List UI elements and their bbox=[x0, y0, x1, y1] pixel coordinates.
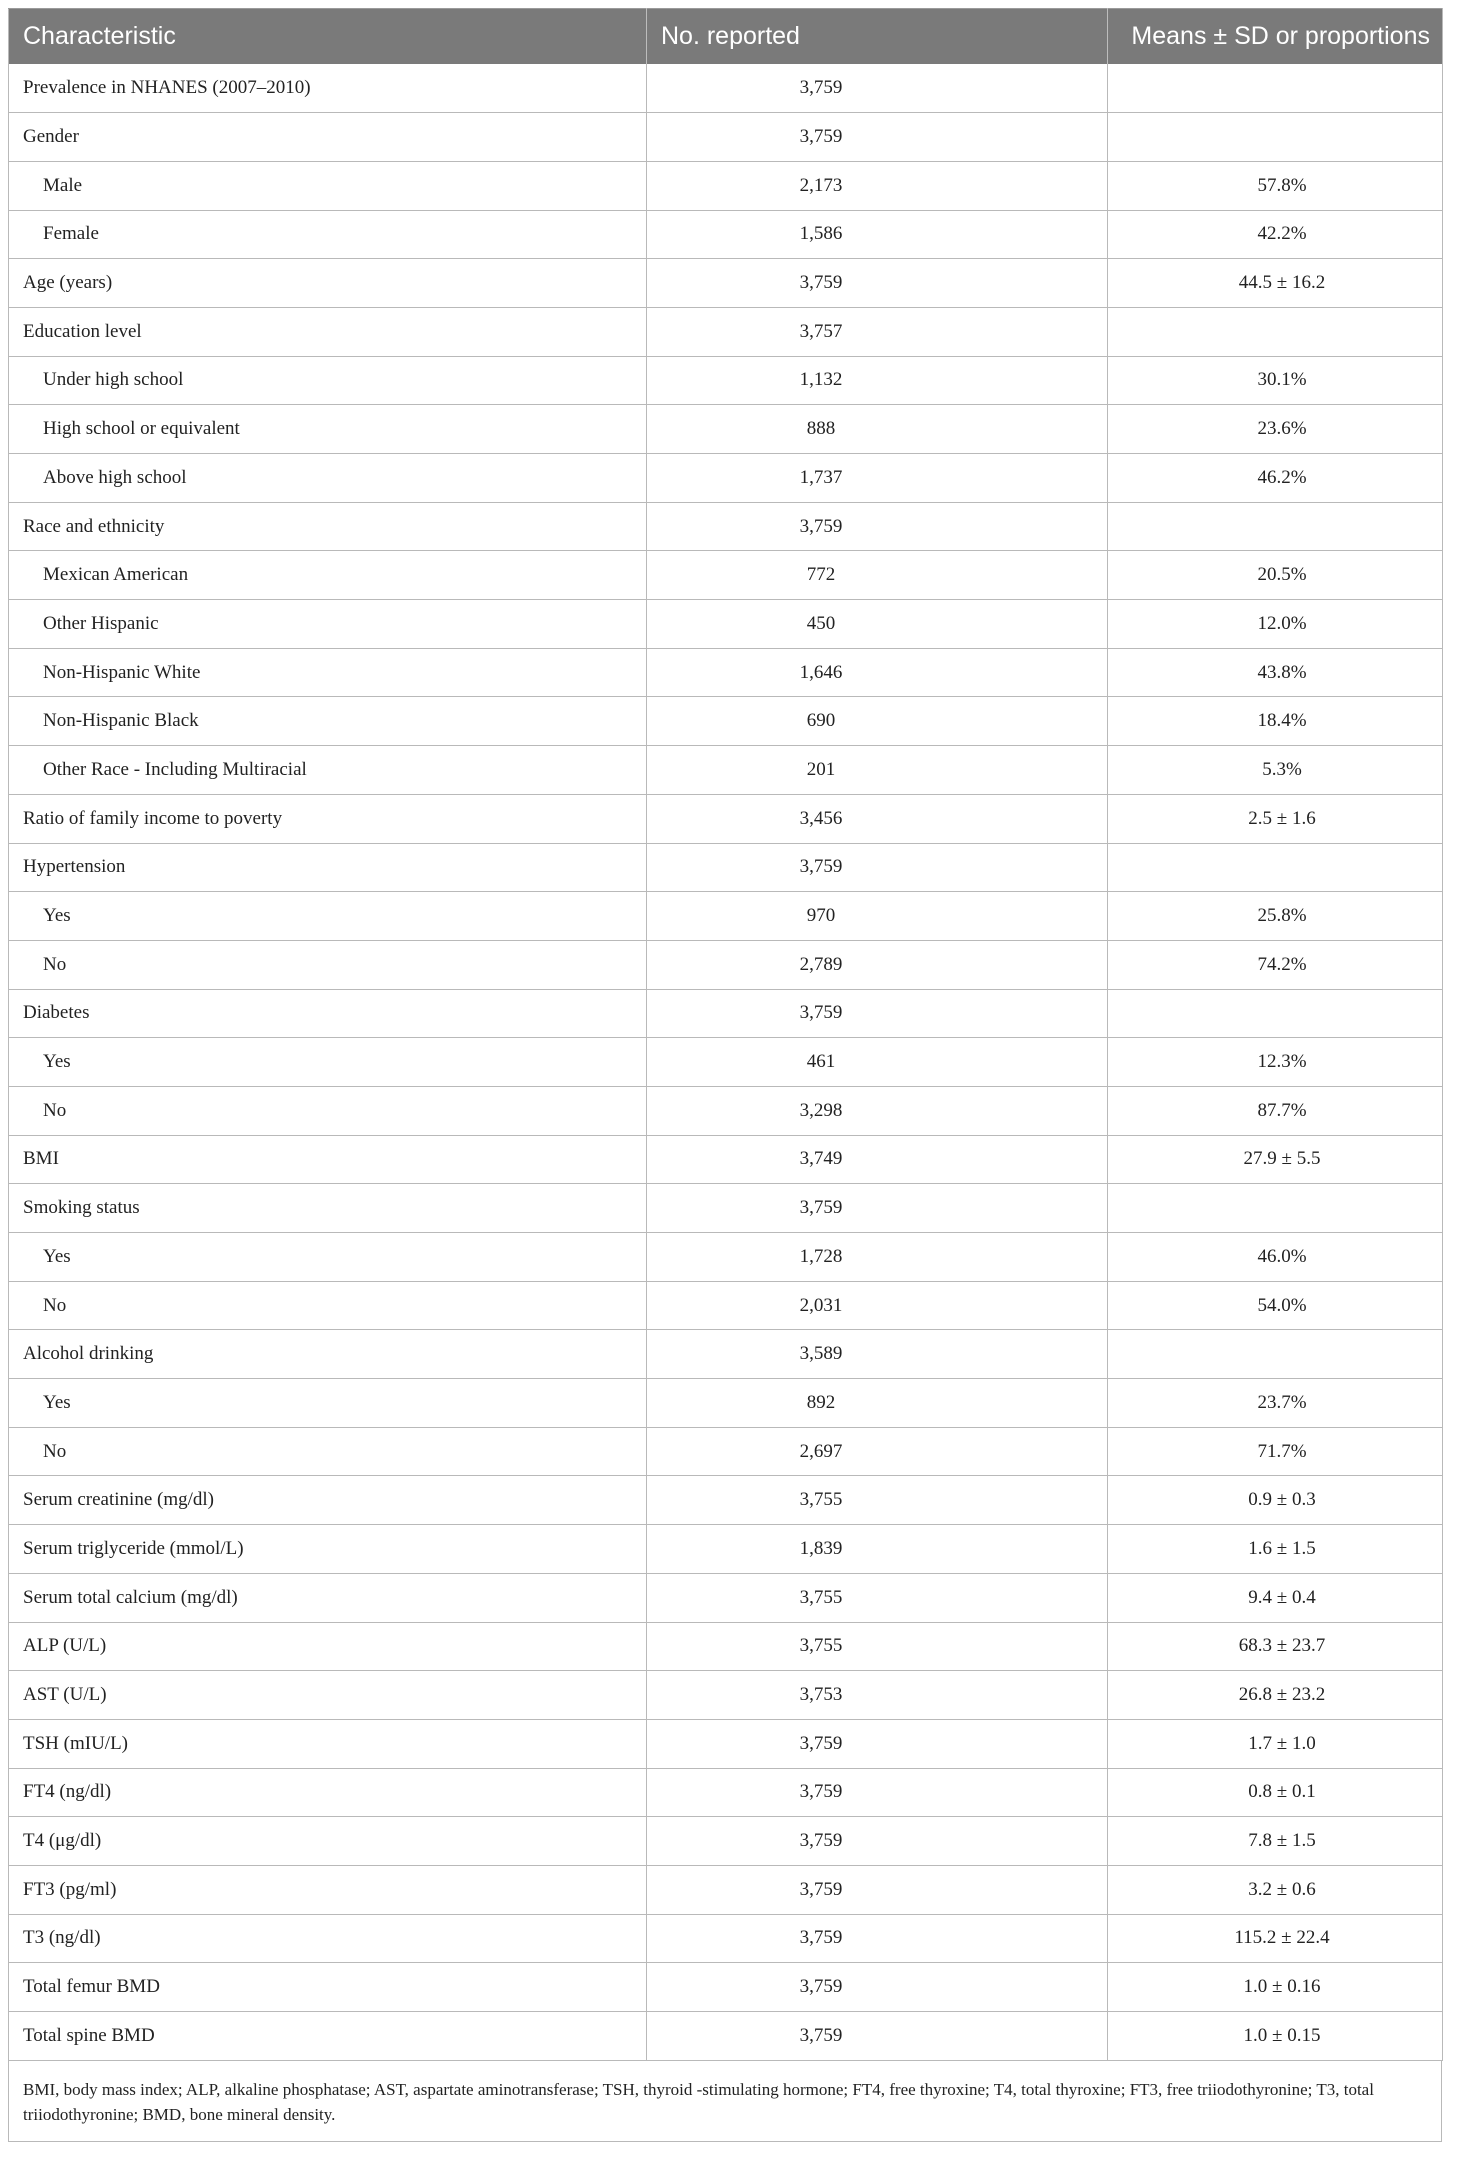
value-cell: 1.6 ± 1.5 bbox=[1108, 1525, 1443, 1574]
value-cell: 23.7% bbox=[1108, 1379, 1443, 1428]
table-row bbox=[9, 356, 1443, 405]
table-row bbox=[9, 405, 1443, 454]
value-cell: 74.2% bbox=[1108, 940, 1443, 989]
table-row bbox=[9, 1719, 1443, 1768]
no-reported-cell: 3,759 bbox=[647, 1184, 1108, 1233]
no-reported-cell: 461 bbox=[647, 1038, 1108, 1087]
value-cell: 7.8 ± 1.5 bbox=[1108, 1817, 1443, 1866]
table-row bbox=[9, 1281, 1443, 1330]
value-cell bbox=[1108, 113, 1443, 162]
table-header bbox=[9, 9, 1443, 65]
no-reported-cell: 892 bbox=[647, 1379, 1108, 1428]
characteristic-cell: AST (U/L) bbox=[9, 1671, 647, 1720]
value-cell: 9.4 ± 0.4 bbox=[1108, 1573, 1443, 1622]
value-cell: 20.5% bbox=[1108, 551, 1443, 600]
no-reported-cell: 1,646 bbox=[647, 648, 1108, 697]
no-reported-cell: 3,755 bbox=[647, 1622, 1108, 1671]
value-cell: 115.2 ± 22.4 bbox=[1108, 1914, 1443, 1963]
characteristic-cell: Prevalence in NHANES (2007–2010) bbox=[9, 64, 647, 113]
table-row bbox=[9, 307, 1443, 356]
value-cell: 1.0 ± 0.16 bbox=[1108, 1963, 1443, 2012]
table-row bbox=[9, 1330, 1443, 1379]
table-row bbox=[9, 1963, 1443, 2012]
no-reported-cell: 690 bbox=[647, 697, 1108, 746]
characteristic-cell: High school or equivalent bbox=[9, 405, 647, 454]
value-cell: 0.9 ± 0.3 bbox=[1108, 1476, 1443, 1525]
no-reported-cell: 1,839 bbox=[647, 1525, 1108, 1574]
no-reported-cell: 3,753 bbox=[647, 1671, 1108, 1720]
characteristic-cell: Hypertension bbox=[9, 843, 647, 892]
characteristic-cell: Serum creatinine (mg/dl) bbox=[9, 1476, 647, 1525]
no-reported-cell: 1,737 bbox=[647, 454, 1108, 503]
no-reported-cell: 3,759 bbox=[647, 502, 1108, 551]
no-reported-cell: 3,759 bbox=[647, 843, 1108, 892]
characteristic-cell: Other Race - Including Multiracial bbox=[9, 746, 647, 795]
value-cell: 87.7% bbox=[1108, 1086, 1443, 1135]
no-reported-cell: 2,789 bbox=[647, 940, 1108, 989]
value-cell bbox=[1108, 502, 1443, 551]
characteristic-cell: Mexican American bbox=[9, 551, 647, 600]
table-row bbox=[9, 502, 1443, 551]
no-reported-cell: 201 bbox=[647, 746, 1108, 795]
characteristic-cell: Total spine BMD bbox=[9, 2012, 647, 2061]
value-cell: 12.0% bbox=[1108, 600, 1443, 649]
value-cell: 1.7 ± 1.0 bbox=[1108, 1719, 1443, 1768]
table-row bbox=[9, 1768, 1443, 1817]
characteristic-cell: No bbox=[9, 1281, 647, 1330]
value-cell: 57.8% bbox=[1108, 161, 1443, 210]
characteristic-cell: Serum triglyceride (mmol/L) bbox=[9, 1525, 647, 1574]
characteristic-cell: Smoking status bbox=[9, 1184, 647, 1233]
value-cell: 54.0% bbox=[1108, 1281, 1443, 1330]
no-reported-cell: 3,759 bbox=[647, 1719, 1108, 1768]
no-reported-cell: 2,031 bbox=[647, 1281, 1108, 1330]
value-cell: 5.3% bbox=[1108, 746, 1443, 795]
no-reported-cell: 3,298 bbox=[647, 1086, 1108, 1135]
characteristic-cell: Ratio of family income to poverty bbox=[9, 794, 647, 843]
characteristic-cell: FT3 (pg/ml) bbox=[9, 1865, 647, 1914]
table-row bbox=[9, 1622, 1443, 1671]
table-row bbox=[9, 1914, 1443, 1963]
no-reported-cell: 772 bbox=[647, 551, 1108, 600]
characteristic-cell: Yes bbox=[9, 1379, 647, 1428]
no-reported-cell: 3,759 bbox=[647, 2012, 1108, 2061]
value-cell: 12.3% bbox=[1108, 1038, 1443, 1087]
characteristic-cell: No bbox=[9, 1427, 647, 1476]
characteristic-cell: Age (years) bbox=[9, 259, 647, 308]
characteristic-cell: T4 (μg/dl) bbox=[9, 1817, 647, 1866]
table-row bbox=[9, 113, 1443, 162]
table-footnote: BMI, body mass index; ALP, alkaline phosphatase; AST, aspartate aminotransferase; TSH, thyroid -stimulating hormone; FT4, free thyroxine; T4, total thyroxine; FT3, free triiodothyronine; T3, total triiodothyronine; BMD, bone mineral density. bbox=[8, 2061, 1442, 2142]
table-row bbox=[9, 843, 1443, 892]
header-no-reported: No. reported bbox=[647, 9, 1108, 65]
table-row bbox=[9, 697, 1443, 746]
characteristic-cell: Serum total calcium (mg/dl) bbox=[9, 1573, 647, 1622]
value-cell: 18.4% bbox=[1108, 697, 1443, 746]
value-cell: 2.5 ± 1.6 bbox=[1108, 794, 1443, 843]
value-cell: 1.0 ± 0.15 bbox=[1108, 2012, 1443, 2061]
table-row bbox=[9, 259, 1443, 308]
value-cell: 23.6% bbox=[1108, 405, 1443, 454]
header-characteristic: Characteristic bbox=[9, 9, 647, 65]
no-reported-cell: 3,757 bbox=[647, 307, 1108, 356]
table-row bbox=[9, 551, 1443, 600]
characteristic-cell: Race and ethnicity bbox=[9, 502, 647, 551]
value-cell: 68.3 ± 23.7 bbox=[1108, 1622, 1443, 1671]
characteristic-cell: Yes bbox=[9, 892, 647, 941]
no-reported-cell: 3,759 bbox=[647, 1865, 1108, 1914]
characteristic-cell: Yes bbox=[9, 1038, 647, 1087]
table-row bbox=[9, 1135, 1443, 1184]
table-row bbox=[9, 989, 1443, 1038]
characteristic-cell: No bbox=[9, 1086, 647, 1135]
characteristic-cell: Under high school bbox=[9, 356, 647, 405]
characteristic-cell: T3 (ng/dl) bbox=[9, 1914, 647, 1963]
value-cell: 43.8% bbox=[1108, 648, 1443, 697]
table-row bbox=[9, 746, 1443, 795]
table-row bbox=[9, 1086, 1443, 1135]
table-row bbox=[9, 1573, 1443, 1622]
value-cell bbox=[1108, 64, 1443, 113]
no-reported-cell: 450 bbox=[647, 600, 1108, 649]
table-row bbox=[9, 940, 1443, 989]
value-cell: 46.0% bbox=[1108, 1233, 1443, 1282]
characteristic-cell: Above high school bbox=[9, 454, 647, 503]
value-cell: 3.2 ± 0.6 bbox=[1108, 1865, 1443, 1914]
table-row bbox=[9, 454, 1443, 503]
characteristic-cell: Non-Hispanic White bbox=[9, 648, 647, 697]
characteristic-cell: Total femur BMD bbox=[9, 1963, 647, 2012]
table-row bbox=[9, 1184, 1443, 1233]
no-reported-cell: 888 bbox=[647, 405, 1108, 454]
value-cell: 42.2% bbox=[1108, 210, 1443, 259]
characteristic-cell: Gender bbox=[9, 113, 647, 162]
characteristic-cell: Non-Hispanic Black bbox=[9, 697, 647, 746]
characteristic-cell: ALP (U/L) bbox=[9, 1622, 647, 1671]
no-reported-cell: 3,759 bbox=[647, 259, 1108, 308]
no-reported-cell: 3,759 bbox=[647, 1817, 1108, 1866]
value-cell bbox=[1108, 1330, 1443, 1379]
table-row bbox=[9, 600, 1443, 649]
table-row bbox=[9, 64, 1443, 113]
characteristic-cell: FT4 (ng/dl) bbox=[9, 1768, 647, 1817]
value-cell bbox=[1108, 843, 1443, 892]
no-reported-cell: 3,759 bbox=[647, 64, 1108, 113]
no-reported-cell: 2,173 bbox=[647, 161, 1108, 210]
value-cell: 27.9 ± 5.5 bbox=[1108, 1135, 1443, 1184]
table-row bbox=[9, 1038, 1443, 1087]
table-row bbox=[9, 210, 1443, 259]
value-cell bbox=[1108, 1184, 1443, 1233]
characteristic-cell: Yes bbox=[9, 1233, 647, 1282]
characteristic-cell: Education level bbox=[9, 307, 647, 356]
value-cell bbox=[1108, 307, 1443, 356]
characteristics-table bbox=[8, 8, 1443, 2061]
value-cell: 0.8 ± 0.1 bbox=[1108, 1768, 1443, 1817]
value-cell: 25.8% bbox=[1108, 892, 1443, 941]
no-reported-cell: 3,589 bbox=[647, 1330, 1108, 1379]
table-row bbox=[9, 2012, 1443, 2061]
table-row bbox=[9, 161, 1443, 210]
header-row bbox=[9, 9, 1443, 65]
value-cell: 71.7% bbox=[1108, 1427, 1443, 1476]
table-row bbox=[9, 1817, 1443, 1866]
no-reported-cell: 1,132 bbox=[647, 356, 1108, 405]
no-reported-cell: 1,728 bbox=[647, 1233, 1108, 1282]
characteristic-cell: Male bbox=[9, 161, 647, 210]
characteristic-cell: Diabetes bbox=[9, 989, 647, 1038]
table-row bbox=[9, 1671, 1443, 1720]
value-cell: 46.2% bbox=[1108, 454, 1443, 503]
table-container bbox=[8, 8, 1442, 2142]
table-row bbox=[9, 892, 1443, 941]
no-reported-cell: 3,759 bbox=[647, 1768, 1108, 1817]
characteristic-cell: Female bbox=[9, 210, 647, 259]
no-reported-cell: 3,759 bbox=[647, 1914, 1108, 1963]
no-reported-cell: 2,697 bbox=[647, 1427, 1108, 1476]
no-reported-cell: 3,755 bbox=[647, 1476, 1108, 1525]
table-row bbox=[9, 1233, 1443, 1282]
characteristic-cell: TSH (mIU/L) bbox=[9, 1719, 647, 1768]
table-row bbox=[9, 1525, 1443, 1574]
characteristic-cell: BMI bbox=[9, 1135, 647, 1184]
table-row bbox=[9, 794, 1443, 843]
no-reported-cell: 3,749 bbox=[647, 1135, 1108, 1184]
header-means-sd: Means ± SD or proportions bbox=[1108, 9, 1443, 65]
no-reported-cell: 3,759 bbox=[647, 989, 1108, 1038]
value-cell bbox=[1108, 989, 1443, 1038]
value-cell: 30.1% bbox=[1108, 356, 1443, 405]
table-row bbox=[9, 1865, 1443, 1914]
no-reported-cell: 1,586 bbox=[647, 210, 1108, 259]
characteristic-cell: No bbox=[9, 940, 647, 989]
table-row bbox=[9, 1427, 1443, 1476]
value-cell: 26.8 ± 23.2 bbox=[1108, 1671, 1443, 1720]
characteristic-cell: Other Hispanic bbox=[9, 600, 647, 649]
table-row bbox=[9, 1379, 1443, 1428]
no-reported-cell: 3,456 bbox=[647, 794, 1108, 843]
table-row bbox=[9, 1476, 1443, 1525]
table-body bbox=[9, 64, 1443, 2060]
no-reported-cell: 3,759 bbox=[647, 1963, 1108, 2012]
value-cell: 44.5 ± 16.2 bbox=[1108, 259, 1443, 308]
characteristic-cell: Alcohol drinking bbox=[9, 1330, 647, 1379]
no-reported-cell: 3,755 bbox=[647, 1573, 1108, 1622]
table-row bbox=[9, 648, 1443, 697]
no-reported-cell: 970 bbox=[647, 892, 1108, 941]
no-reported-cell: 3,759 bbox=[647, 113, 1108, 162]
